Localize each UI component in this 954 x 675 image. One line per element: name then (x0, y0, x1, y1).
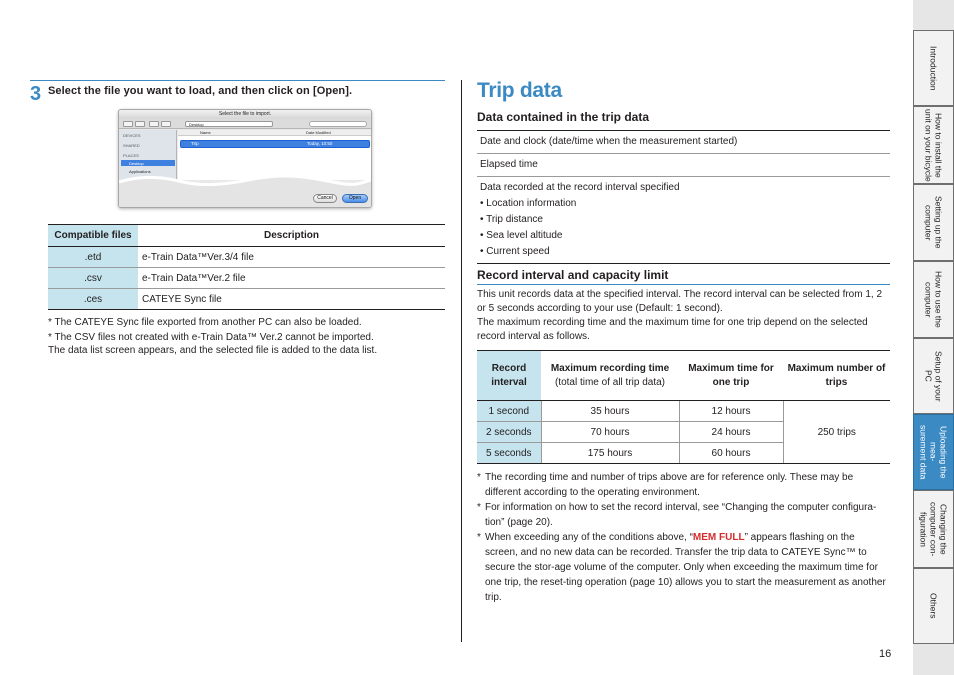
tab-label: How to install the unit on your bicycle (923, 108, 944, 182)
note-reference-only (477, 470, 889, 500)
sidebar-applications: Applications (129, 169, 151, 174)
max-trip-cell: 12 hours (679, 401, 783, 422)
table-row (477, 401, 890, 422)
file-description: e-Train Data™Ver.3/4 file (138, 247, 445, 268)
interval-cell: 1 second (477, 401, 541, 422)
dialog-toolbar (119, 119, 371, 129)
table-header-row (477, 351, 890, 401)
header-compatible-files: Compatible files (48, 225, 138, 247)
view-list-icon (161, 121, 171, 127)
step-number: 3 (30, 83, 41, 105)
header-max-number-trips (783, 351, 890, 401)
max-trips-cell: 250 trips (783, 401, 890, 464)
file-extension: .etd (48, 247, 138, 268)
trip-data-table (477, 130, 890, 264)
note-asterisk: * (477, 472, 481, 483)
sidebar-devices: DEVICES (123, 133, 141, 138)
section-rule (477, 284, 890, 285)
tab-label: Setting up the computer (923, 196, 944, 249)
capacity-table (477, 350, 890, 464)
header-max-number-trips-label: Maximum number of trips (787, 362, 886, 388)
step-instruction: Select the file you want to load, and then click on [Open]. (48, 85, 353, 97)
bullet-altitude: • Sea level altitude (480, 230, 563, 241)
note-data-list: The data list screen appears, and the selected file is added to the data list. (48, 345, 378, 356)
step-3-header (30, 80, 445, 105)
header-max-time-trip (679, 351, 783, 401)
section-heading-trip-data: Data contained in the trip data (477, 110, 650, 124)
page-title: Trip data (477, 79, 562, 102)
page-number: 16 (879, 648, 892, 660)
tab-others[interactable] (913, 568, 954, 644)
tab-install-unit[interactable] (913, 106, 954, 184)
cancel-button: Cancel (313, 194, 337, 203)
view-icon (149, 121, 159, 127)
sidebar-desktop: Desktop (129, 161, 144, 166)
tab-label: Changing the computer con- figuration (918, 501, 949, 557)
open-button: Open (342, 194, 368, 203)
trip-data-row (477, 177, 890, 264)
table-row (48, 289, 445, 310)
tab-introduction[interactable] (913, 30, 954, 106)
table-row (48, 268, 445, 289)
interval-cell: 5 seconds (477, 443, 541, 464)
tab-label: How to use the computer (923, 271, 944, 328)
tab-label: Uploading the mea- surement data (918, 424, 949, 480)
table-header-row (48, 225, 445, 247)
header-max-recording-time-title: Maximum recording time (550, 362, 670, 374)
search-field (309, 121, 367, 127)
max-trip-cell: 60 hours (679, 443, 783, 464)
table-row (48, 247, 445, 268)
column-name: Name (200, 130, 211, 135)
file-description: CATEYE Sync file (138, 289, 445, 310)
column-divider (461, 80, 462, 642)
trip-data-row: Date and clock (date/time when the measurement started) (477, 131, 890, 154)
column-date-modified: Date Modified (306, 130, 331, 135)
bullet-speed: • Current speed (480, 246, 550, 257)
note-sync-file: * The CATEYE Sync file exported from another PC can also be loaded. (48, 317, 362, 328)
file-name: Trip (191, 141, 199, 146)
tab-changing-config[interactable] (913, 490, 954, 568)
sidebar-shared: SHARED (123, 143, 140, 148)
file-open-dialog-screenshot (118, 109, 372, 208)
max-recording-paragraph: The maximum recording time and the maximum time for one trip depend on the selected record interval as follows. (477, 317, 868, 342)
compatible-files-table (48, 224, 445, 310)
file-extension: .csv (48, 268, 138, 289)
tab-label: Others (928, 593, 939, 619)
note-asterisk: * (477, 532, 481, 543)
note-text: The recording time and number of trips above are for reference only. These may be different according to the operating environment. (485, 472, 854, 498)
note-record-interval-link (477, 500, 889, 530)
header-max-recording-time (541, 351, 679, 401)
tab-how-to-use[interactable] (913, 261, 954, 338)
max-recording-cell: 35 hours (541, 401, 679, 422)
tab-setting-up[interactable] (913, 184, 954, 261)
max-recording-cell: 175 hours (541, 443, 679, 464)
file-list-header (178, 130, 371, 136)
trip-data-row-text: Data recorded at the record interval specified (480, 182, 680, 193)
record-interval-paragraph: This unit records data at the specified interval. The record interval can be selected from 1, 2 or 5 seconds according to your use (Default: 1 second). (477, 289, 883, 314)
interval-cell: 2 seconds (477, 422, 541, 443)
location-popup: Desktop (185, 121, 273, 127)
bullet-location: • Location information (480, 198, 577, 209)
tab-label: Setup of your PC (923, 350, 944, 402)
dialog-title: Select the file to import. (119, 110, 371, 119)
dialog-sidebar (119, 130, 177, 180)
header-max-time-trip-label: Maximum time for one trip (688, 362, 774, 388)
tab-label: Introduction (928, 45, 939, 91)
back-arrow-icon (123, 121, 133, 127)
header-record-interval: Record interval (477, 351, 541, 401)
sidebar-places: PLACES (123, 153, 139, 158)
note-asterisk: * (477, 502, 481, 513)
max-recording-cell: 70 hours (541, 422, 679, 443)
file-description: e-Train Data™Ver.2 file (138, 268, 445, 289)
bullet-distance: • Trip distance (480, 214, 543, 225)
note-mem-full (477, 530, 889, 605)
section-heading-record-interval: Record interval and capacity limit (477, 268, 669, 282)
header-max-recording-time-sub: (total time of all trip data) (554, 376, 666, 388)
file-date: Today, 10:50 (307, 141, 333, 146)
trip-data-row: Elapsed time (477, 154, 890, 177)
note-text: For information on how to set the record interval, see “Changing the computer configura-tion” (page 20). (485, 502, 877, 528)
mem-full-label: MEM FULL (692, 532, 745, 543)
file-extension: .ces (48, 289, 138, 310)
note-text-post: ” appears flashing on the screen, and no new data can be recorded. Transfer the trip data to CATEYE Sync™ to secure the stor-age volume of the computer. Only when exceeding the maximum time for one trip, the reset-ting operation (page 10) allows you to start the measurement as another trip. (485, 532, 886, 603)
note-text-pre: When exceeding any of the conditions above, “ (485, 532, 693, 543)
tab-uploading-data[interactable] (913, 414, 954, 490)
forward-arrow-icon (135, 121, 145, 127)
dialog-file-list (178, 130, 371, 180)
header-description: Description (138, 225, 445, 247)
dialog-button-bar (119, 186, 371, 208)
max-trip-cell: 24 hours (679, 422, 783, 443)
file-row-trip (180, 140, 370, 148)
note-csv-file: * The CSV files not created with e-Train Data™ Ver.2 cannot be imported. (48, 332, 374, 343)
tab-setup-pc[interactable] (913, 338, 954, 414)
